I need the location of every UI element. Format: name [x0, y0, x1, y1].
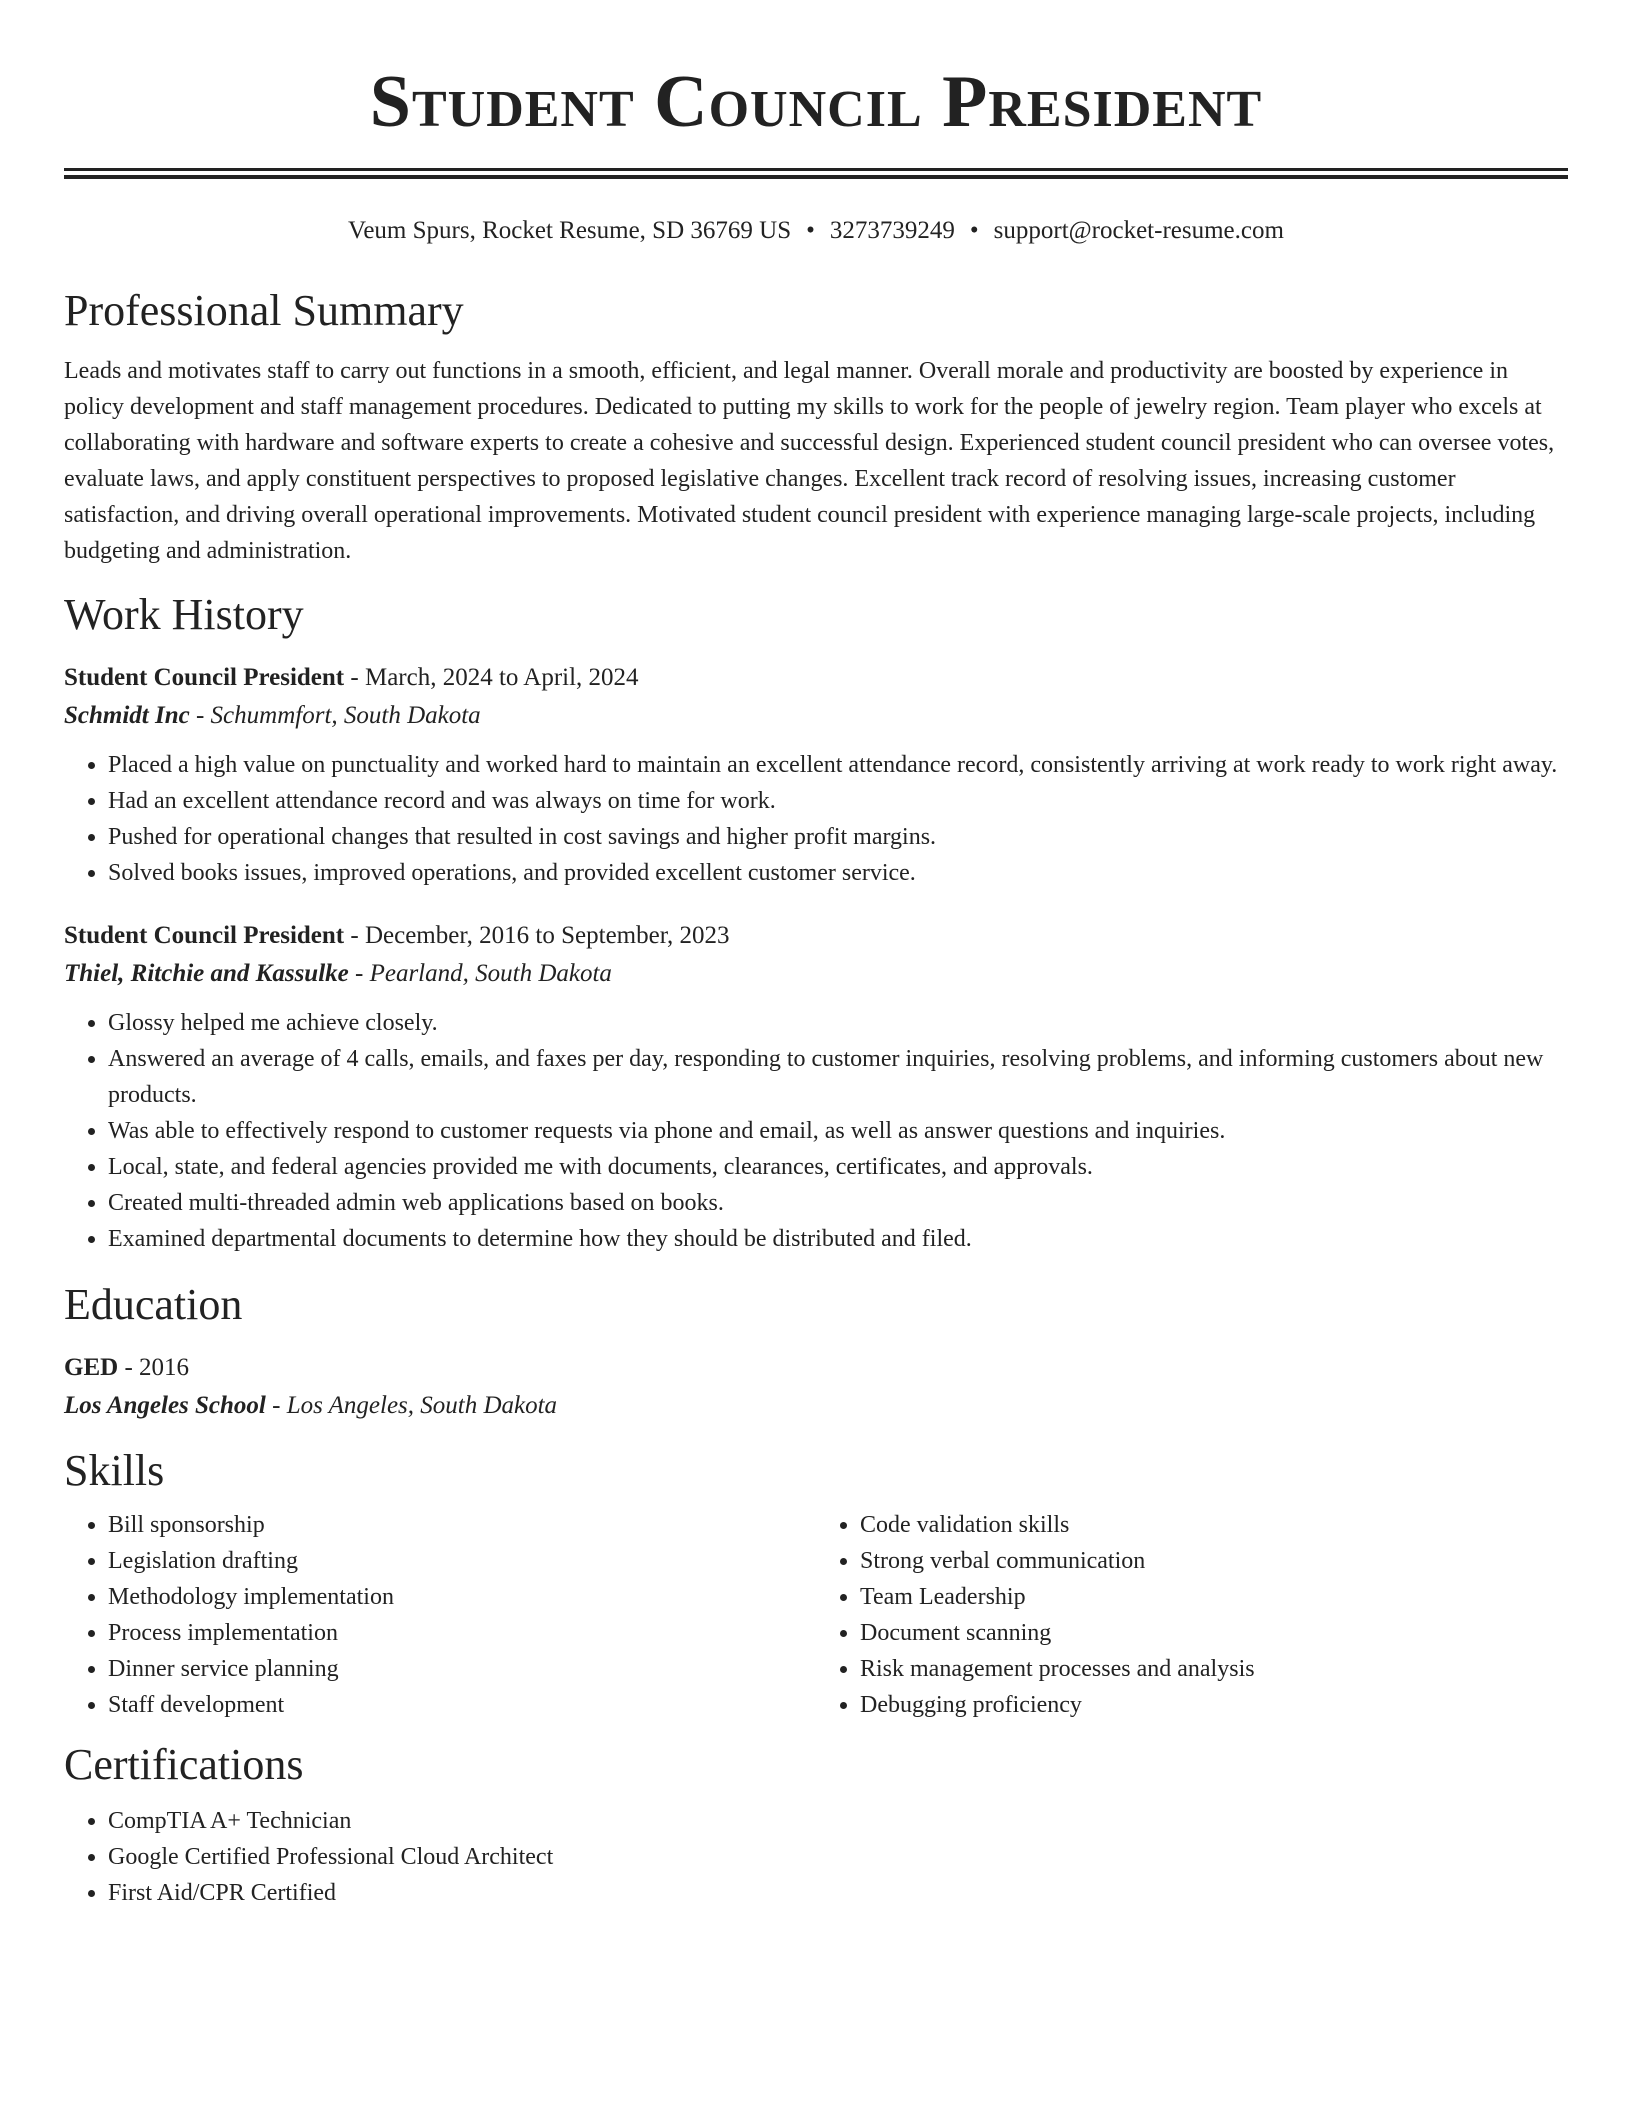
job-entry	[64, 659, 1568, 891]
list-item: • Legislation drafting	[108, 1543, 816, 1579]
summary-heading: Professional Summary	[64, 286, 464, 335]
list-item: • Placed a high value on punctuality and worked hard to maintain an excellent attendance record, consistently arriving at work ready to work right away.	[108, 747, 1568, 783]
list-item: • Had an excellent attendance record and was always on time for work.	[108, 783, 1568, 819]
job-title-line	[64, 917, 1568, 955]
job-title: Student Council President	[64, 922, 345, 949]
job-title: Student Council President	[64, 664, 345, 691]
contact-address: Veum Spurs, Rocket Resume, SD 36769 US	[348, 217, 792, 244]
contact-phone: 3273739249	[829, 217, 955, 244]
list-item: • Process implementation	[108, 1615, 816, 1651]
list-item: • Staff development	[108, 1687, 816, 1723]
list-item: • Was able to effectively respond to customer requests via phone and email, as well as answer questions and inquiries.	[108, 1113, 1568, 1149]
list-item: • Glossy helped me achieve closely.	[108, 1005, 1568, 1041]
list-item: • Strong verbal communication	[860, 1543, 1568, 1579]
degree: GED	[64, 1354, 119, 1381]
list-item: • Bill sponsorship	[108, 1507, 816, 1543]
list-item: • Team Leadership	[860, 1579, 1568, 1615]
certifications-heading: Certifications	[64, 1740, 304, 1789]
employer-line	[64, 955, 1568, 993]
job-dates: - March, 2024 to April, 2024	[344, 664, 639, 691]
skills-heading: Skills	[64, 1446, 165, 1495]
contact-email: support@rocket-resume.com	[993, 217, 1284, 244]
list-item: • CompTIA A+ Technician	[108, 1803, 1568, 1839]
list-item: • First Aid/CPR Certified	[108, 1875, 1568, 1911]
job-bullets	[64, 1005, 1568, 1257]
list-item: • Pushed for operational changes that resulted in cost savings and higher profit margins.	[108, 819, 1568, 855]
list-item: • Created multi-threaded admin web applications based on books.	[108, 1185, 1568, 1221]
list-item: • Dinner service planning	[108, 1651, 816, 1687]
skills-column-left	[64, 1507, 816, 1723]
school-line	[64, 1387, 1568, 1425]
page-title: Student Council President	[369, 61, 1263, 143]
contact-separator: •	[806, 217, 815, 244]
degree-year: - 2016	[118, 1354, 190, 1381]
employer-name: Thiel, Ritchie and Kassulke	[64, 960, 349, 987]
skills-list	[64, 1507, 1568, 1723]
list-item: • Debugging proficiency	[860, 1687, 1568, 1723]
employer-name: Schmidt Inc	[64, 702, 190, 729]
employer-line	[64, 697, 1568, 735]
education-heading: Education	[64, 1280, 243, 1329]
list-item: • Local, state, and federal agencies provided me with documents, clearances, certificates, and approvals.	[108, 1149, 1568, 1185]
degree-line	[64, 1349, 1568, 1387]
job-dates: - December, 2016 to September, 2023	[344, 922, 730, 949]
job-title-line	[64, 659, 1568, 697]
list-item: • Solved books issues, improved operations, and provided excellent customer service.	[108, 855, 1568, 891]
list-item: • Google Certified Professional Cloud Architect	[108, 1839, 1568, 1875]
summary-text: Leads and motivates staff to carry out functions in a smooth, efficient, and legal manner. Overall morale and productivity are boosted by experience in policy development and staff management procedures. Dedicated to putting my skills to work for the people of jewelry region. Team player who excels at collaborating with hardware and software experts to create a cohesive and successful design. Experienced student council president who can oversee votes, evaluate laws, and apply constituent perspectives to proposed legislative changes. Excellent track record of resolving issues, increasing customer satisfaction, and driving overall operational improvements. Motivated student council president with experience managing large-scale projects, including budgeting and administration.	[64, 358, 1555, 564]
list-item: • Risk management processes and analysis	[860, 1651, 1568, 1687]
list-item: • Code validation skills	[860, 1507, 1568, 1543]
list-item: • Examined departmental documents to determine how they should be distributed and filed.	[108, 1221, 1568, 1257]
list-item: • Answered an average of 4 calls, emails, and faxes per day, responding to customer inquiries, resolving problems, and informing customers about new products.	[108, 1041, 1568, 1113]
list-item: • Document scanning	[860, 1615, 1568, 1651]
school-location: - Los Angeles, South Dakota	[265, 1392, 558, 1419]
job-entry	[64, 917, 1568, 1257]
contact-line	[64, 215, 1568, 247]
school-name: Los Angeles School	[64, 1392, 266, 1419]
certifications-list	[64, 1803, 1568, 1911]
employer-location: - Pearland, South Dakota	[348, 960, 612, 987]
contact-separator: •	[969, 217, 979, 244]
list-item: • Methodology implementation	[108, 1579, 816, 1615]
job-bullets	[64, 747, 1568, 891]
employer-location: - Schummfort, South Dakota	[189, 702, 481, 729]
title-divider	[64, 168, 1568, 179]
skills-column-right	[816, 1507, 1568, 1723]
work-history-heading: Work History	[64, 590, 304, 639]
education-entry	[64, 1349, 1568, 1425]
